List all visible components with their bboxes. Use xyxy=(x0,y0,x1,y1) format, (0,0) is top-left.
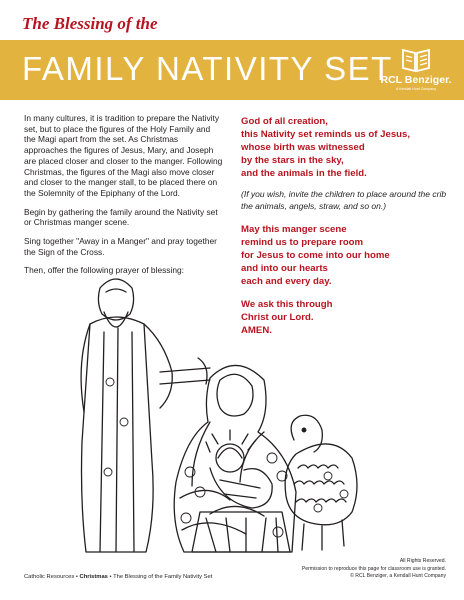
prayer-line: God of all creation, xyxy=(241,116,328,127)
footer-page-title: The Blessing of the Family Nativity Set xyxy=(113,574,213,580)
mary-figure xyxy=(174,365,296,552)
joseph-figure xyxy=(81,279,210,552)
prayer-line: by the stars in the sky, xyxy=(241,155,344,167)
prayer-line: this Nativity set reminds us of Jesus, xyxy=(241,129,411,141)
intro-paragraph: Then, offer the following prayer of blessing: xyxy=(24,265,184,276)
footer-series: Catholic Resources xyxy=(24,574,75,580)
rights-text: All Rights Reserved. xyxy=(399,558,446,564)
prayer-line: and into our hearts xyxy=(241,263,328,275)
page-title: FAMILY NATIVITY SET xyxy=(22,50,393,87)
copyright-text: © RCL Benziger, a Kendall Hunt Company xyxy=(350,573,446,580)
pretitle: The Blessing of the xyxy=(22,14,158,33)
prayer-line: Christ our Lord. xyxy=(241,311,314,323)
footer-separator: • xyxy=(75,574,78,580)
prayer-line: AMEN. xyxy=(241,324,272,336)
publisher-logo xyxy=(376,46,456,96)
intro-text xyxy=(24,113,224,284)
footer-separator: • xyxy=(109,574,112,580)
intro-paragraph: Sing together "Away in a Manger" and pray together the Sign of the Cross. xyxy=(24,236,217,257)
prayer-line: May this manger scene xyxy=(241,224,347,236)
prayer-rubric: (If you wish, invite the children to place around the crib the animals, angels, straw, and so on.) xyxy=(241,189,447,211)
decorative-swirls xyxy=(104,378,348,537)
footer-copyright xyxy=(302,558,446,581)
intro-paragraph: In many cultures, it is tradition to prepare the Nativity set, but to place the figures of the Holy Family and the Magi apart from the set. As Christmas approaches the figures of Jesus, Mary, and Joseph are placed closer and closer to the manger. Following Christmas, the figures of the Magi also move closer and closer to the manger stall, to be placed there on the Solemnity of the Epiphany of the Lord. xyxy=(24,113,223,198)
title-banner xyxy=(0,40,464,100)
logo-name: RCL Benziger. xyxy=(380,74,452,86)
footer-section: Christmas xyxy=(79,574,108,580)
prayer-stanza-1 xyxy=(241,115,453,180)
logo-subtitle: A Kendall Hunt Company xyxy=(395,87,437,91)
intro-paragraph: Begin by gathering the family around the Nativity set or Christmas manger scene. xyxy=(24,206,218,228)
permission-text: Permission to reproduce this page for classroom use is granted. xyxy=(301,565,446,572)
nativity-illustration xyxy=(60,262,360,564)
sheep-figure xyxy=(285,415,357,550)
prayer-line: remind us to prepare room xyxy=(241,237,364,249)
footer-breadcrumb xyxy=(24,574,212,580)
prayer-line: each and every day. xyxy=(241,276,332,288)
prayer-line: and the animals in the field. xyxy=(241,168,367,180)
book-logo-icon xyxy=(401,46,431,73)
prayer-line: for Jesus to come into our home xyxy=(241,250,390,262)
prayer-line: whose birth was witnessed xyxy=(241,142,365,154)
prayer-line: We ask this through xyxy=(241,298,333,310)
